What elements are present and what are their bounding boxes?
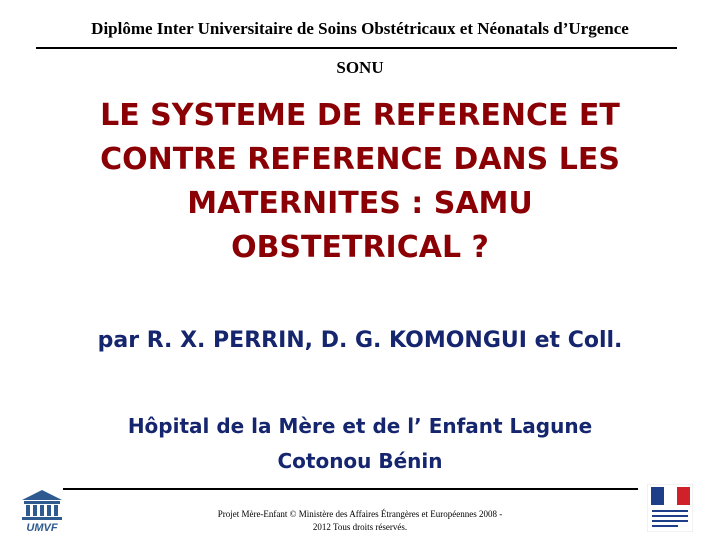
program-acronym: SONU [336,58,384,77]
footer-copyright [195,508,525,534]
authors-line: par R. X. PERRIN, D. G. KOMONGUI et Coll. [97,328,623,353]
ministry-logo [647,484,693,532]
footer-divider [63,488,638,490]
slide-title-line-4: OBSTETRICAL ? [231,230,489,265]
footer-line-1: Projet Mère-Enfant © Ministère des Affaires Étrangères et Européennes 2008 - [217,509,503,519]
slide-title-line-1: LE SYSTEME DE REFERENCE ET [100,98,620,133]
french-flag-icon [647,484,693,532]
footer-line-2: 2012 Tous droits réservés. [312,522,408,532]
umvf-building-icon [18,486,66,532]
institution [0,409,720,479]
institution-line-2: Cotonou Bénin [277,449,443,473]
slide-title-line-2: CONTRE REFERENCE DANS LES [100,142,620,177]
slide-title [60,94,660,270]
umvf-logo [18,486,66,532]
slide-title-line-3: MATERNITES : SAMU [187,186,533,221]
program-header: Diplôme Inter Universitaire de Soins Obstétricaux et Néonatals d’Urgence [91,19,629,38]
institution-line-1: Hôpital de la Mère et de l’ Enfant Lagune [127,414,593,438]
header-divider [36,47,677,49]
svg-text:UMVF: UMVF [26,522,58,532]
